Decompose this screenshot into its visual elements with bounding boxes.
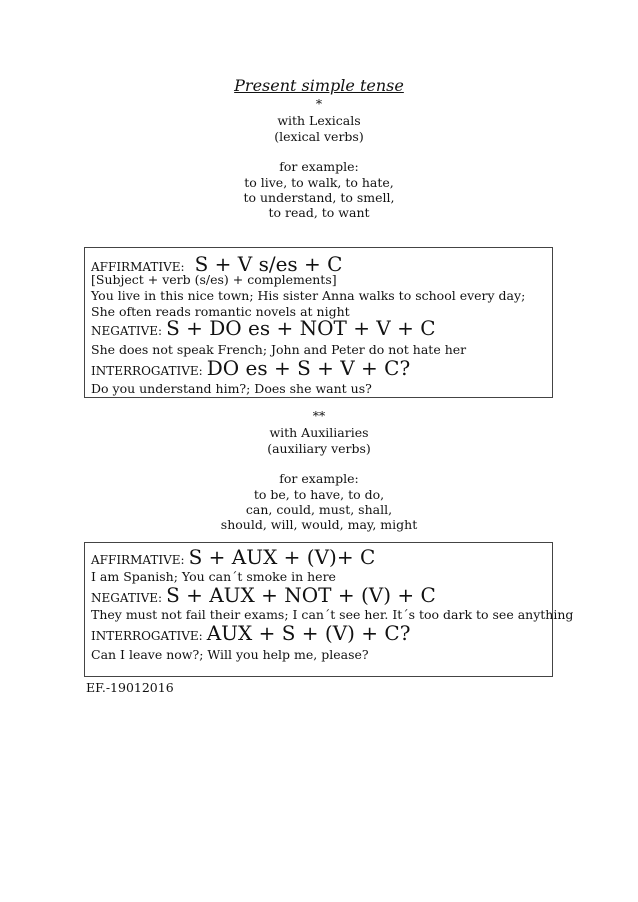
- section2-example-line: should, will, would, may, might: [220, 517, 418, 532]
- section2-marker: **: [312, 408, 326, 423]
- negative-example: She does not speak French; John and Peter do not hate her: [91, 342, 467, 357]
- negative-label: NEGATIVE:: [91, 324, 163, 338]
- affirmative-example: You live in this nice town; His sister Anna walks to school every day; She often reads romantic novels at night: [91, 288, 526, 319]
- interrogative-label: INTERROGATIVE:: [91, 364, 203, 378]
- affirmative-label: AFFIRMATIVE:: [91, 553, 185, 567]
- negative-example: They must not fail their exams; I can´t see her. It´s too dark to see anything: [91, 607, 574, 622]
- negative-label: NEGATIVE:: [91, 591, 163, 605]
- section2-example-label: for example:: [279, 471, 359, 486]
- negative-formula: S + AUX + NOT + (V) + C: [166, 583, 436, 607]
- section1-subheading: (lexical verbs): [274, 129, 364, 144]
- interrogative-formula: DO es + S + V + C?: [206, 356, 411, 380]
- interrogative-example: Do you understand him?; Does she want us?: [91, 381, 372, 396]
- negative-rule: [91, 316, 546, 340]
- affirmative-formula: S + AUX + (V)+ C: [188, 545, 376, 569]
- footer-code: EF.-19012016: [86, 680, 174, 695]
- affirmative-example: I am Spanish; You can´t smoke in here: [91, 569, 336, 584]
- section1-example-label: for example:: [279, 159, 359, 174]
- affirmative-rule: [91, 545, 546, 569]
- section1-example-line: to live, to walk, to hate,: [244, 175, 394, 190]
- section1-heading: with Lexicals: [277, 113, 361, 128]
- section1-example-line: to understand, to smell,: [243, 190, 395, 205]
- interrogative-formula: AUX + S + (V) + C?: [206, 621, 411, 645]
- interrogative-rule: [91, 356, 546, 380]
- section1-marker: *: [315, 96, 323, 111]
- page-title: Present simple tense: [234, 76, 404, 95]
- section2-subheading: (auxiliary verbs): [267, 441, 371, 456]
- section2-example-line: to be, to have, to do,: [253, 487, 385, 502]
- interrogative-label: INTERROGATIVE:: [91, 629, 203, 643]
- section1-example-line: to read, to want: [268, 205, 370, 220]
- auxiliary-rules-box: [84, 542, 574, 677]
- affirmative-label: AFFIRMATIVE:: [91, 260, 185, 274]
- affirmative-formula: S + V s/es + C: [194, 252, 343, 276]
- section2-example-line: can, could, must, shall,: [245, 502, 393, 517]
- interrogative-example: Can I leave now?; Will you help me, please?: [91, 647, 369, 662]
- interrogative-rule: [91, 621, 546, 645]
- affirmative-description: [Subject + verb (s/es) + complements]: [91, 272, 337, 287]
- lexical-rules-box: [84, 247, 553, 398]
- negative-rule: [91, 583, 546, 607]
- negative-formula: S + DO es + NOT + V + C: [166, 316, 436, 340]
- section2-heading: with Auxiliaries: [269, 425, 369, 440]
